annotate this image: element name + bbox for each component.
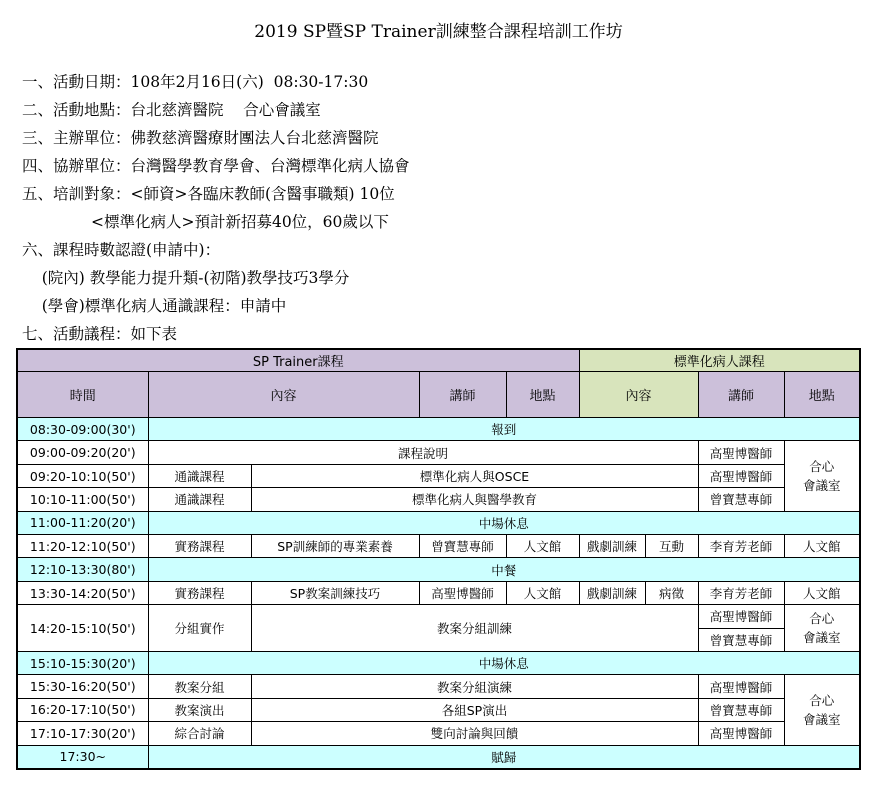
time-cell: 10:10-11:00(50')	[17, 488, 148, 511]
lecturer-cell: 曾寶慧專師	[419, 535, 506, 558]
sp-lecturer-cell: 李育芳老師	[698, 535, 784, 558]
table-row	[17, 698, 860, 721]
time-cell: 11:00-11:20(20')	[17, 511, 148, 534]
page-title: 2019 SP暨SP Trainer訓練整合課程培訓工作坊	[254, 22, 623, 42]
table-row	[17, 675, 860, 698]
info-credits: 六、課程時數認證(申請中)：	[22, 241, 221, 259]
type-cell: 通識課程	[148, 464, 251, 487]
event-cell: 中場休息	[148, 511, 860, 534]
table-row	[17, 464, 860, 487]
info-agenda: 七、活動議程：如下表	[22, 325, 178, 343]
lecturer-cell: 高聖博醫師	[698, 722, 784, 745]
place-cell: 合心 會議室	[784, 675, 860, 745]
lecturer-cell: 高聖博醫師	[698, 464, 784, 487]
time-cell: 14:20-15:10(50')	[17, 605, 148, 652]
type-cell: 綜合討論	[148, 722, 251, 745]
table-row	[17, 488, 860, 511]
info-co-organizer: 四、協辦單位：台灣醫學教育學會、台灣標準化病人協會	[22, 157, 410, 175]
lecturer-cell: 曾寶慧專師	[698, 488, 784, 511]
lecturer-cell: 高聖博醫師	[698, 441, 784, 464]
time-cell: 13:30-14:20(50')	[17, 581, 148, 604]
schedule-table	[16, 348, 861, 770]
event-cell: 中場休息	[148, 651, 860, 674]
event-cell: 賦歸	[148, 745, 860, 769]
event-cell: 雙向討論與回饋	[251, 722, 698, 745]
table-column-header	[17, 372, 860, 418]
time-cell: 16:20-17:10(50')	[17, 698, 148, 721]
event-cell: 標準化病人與OSCE	[251, 464, 698, 487]
info-credits-hospital: (院內) 教學能力提升類-(初階)教學技巧3學分	[22, 269, 350, 287]
table-row	[17, 605, 860, 628]
type-cell: 分組實作	[148, 605, 251, 652]
time-cell: 17:30~	[17, 745, 148, 769]
sp-topic-cell: 互動	[645, 535, 698, 558]
table-row	[17, 511, 860, 534]
group-sp-trainer: SP Trainer課程	[17, 349, 579, 372]
info-target-sp: <標準化病人>預計新招募40位，60歲以下	[22, 213, 389, 231]
table-row	[17, 441, 860, 464]
header-lecturer: 講師	[419, 372, 506, 418]
info-organizer: 三、主辦單位：佛教慈濟醫療財團法人台北慈濟醫院	[22, 129, 379, 147]
table-row	[17, 745, 860, 769]
content-cell: SP訓練師的專業素養	[251, 535, 419, 558]
place-cell: 人文館	[506, 535, 579, 558]
table-group-header	[17, 349, 860, 372]
content-cell: SP教案訓練技巧	[251, 581, 419, 604]
lecturer-cell: 曾寶慧專師	[698, 698, 784, 721]
type-cell: 教案分組	[148, 675, 251, 698]
time-cell: 09:20-10:10(50')	[17, 464, 148, 487]
time-cell: 15:30-16:20(50')	[17, 675, 148, 698]
sp-lecturer-cell: 李育芳老師	[698, 581, 784, 604]
table-row	[17, 558, 860, 581]
table-row	[17, 418, 860, 441]
sp-topic-cell: 病徵	[645, 581, 698, 604]
header-lecturer-sp: 講師	[698, 372, 784, 418]
type-cell: 實務課程	[148, 535, 251, 558]
event-cell: 教案分組演練	[251, 675, 698, 698]
sp-content-cell: 戲劇訓練	[579, 535, 645, 558]
table-row	[17, 535, 860, 558]
time-cell: 12:10-13:30(80')	[17, 558, 148, 581]
header-place-sp: 地點	[784, 372, 860, 418]
info-credits-society: (學會)標準化病人通識課程：申請中	[22, 297, 287, 315]
lecturer-cell: 曾寶慧專師	[698, 628, 784, 651]
header-time: 時間	[17, 372, 148, 418]
time-cell: 08:30-09:00(30')	[17, 418, 148, 441]
time-cell: 09:00-09:20(20')	[17, 441, 148, 464]
info-target-teachers: 五、培訓對象：<師資>各臨床教師(含醫事職類) 10位	[22, 185, 395, 203]
header-place: 地點	[506, 372, 579, 418]
event-cell: 各組SP演出	[251, 698, 698, 721]
info-venue: 二、活動地點：台北慈濟醫院 合心會議室	[22, 101, 321, 119]
lecturer-cell: 高聖博醫師	[698, 605, 784, 628]
type-cell: 通識課程	[148, 488, 251, 511]
event-cell: 中餐	[148, 558, 860, 581]
lecturer-cell: 高聖博醫師	[698, 675, 784, 698]
event-cell: 標準化病人與醫學教育	[251, 488, 698, 511]
sp-content-cell: 戲劇訓練	[579, 581, 645, 604]
time-cell: 11:20-12:10(50')	[17, 535, 148, 558]
info-date: 一、活動日期：108年2月16日(六) 08:30-17:30	[22, 73, 369, 91]
type-cell: 實務課程	[148, 581, 251, 604]
place-cell: 合心 會議室	[784, 441, 860, 511]
table-row	[17, 722, 860, 745]
group-standardized-patient: 標準化病人課程	[579, 349, 860, 372]
header-content-sp: 內容	[579, 372, 698, 418]
lecturer-cell: 高聖博醫師	[419, 581, 506, 604]
table-row	[17, 581, 860, 604]
header-content: 內容	[148, 372, 419, 418]
sp-place-cell: 人文館	[784, 535, 860, 558]
type-cell: 教案演出	[148, 698, 251, 721]
event-cell: 報到	[148, 418, 860, 441]
place-cell: 合心 會議室	[784, 605, 860, 652]
time-cell: 15:10-15:30(20')	[17, 651, 148, 674]
event-cell: 課程說明	[148, 441, 698, 464]
table-row	[17, 651, 860, 674]
place-cell: 人文館	[506, 581, 579, 604]
time-cell: 17:10-17:30(20')	[17, 722, 148, 745]
sp-place-cell: 人文館	[784, 581, 860, 604]
event-cell: 教案分組訓練	[251, 605, 698, 652]
